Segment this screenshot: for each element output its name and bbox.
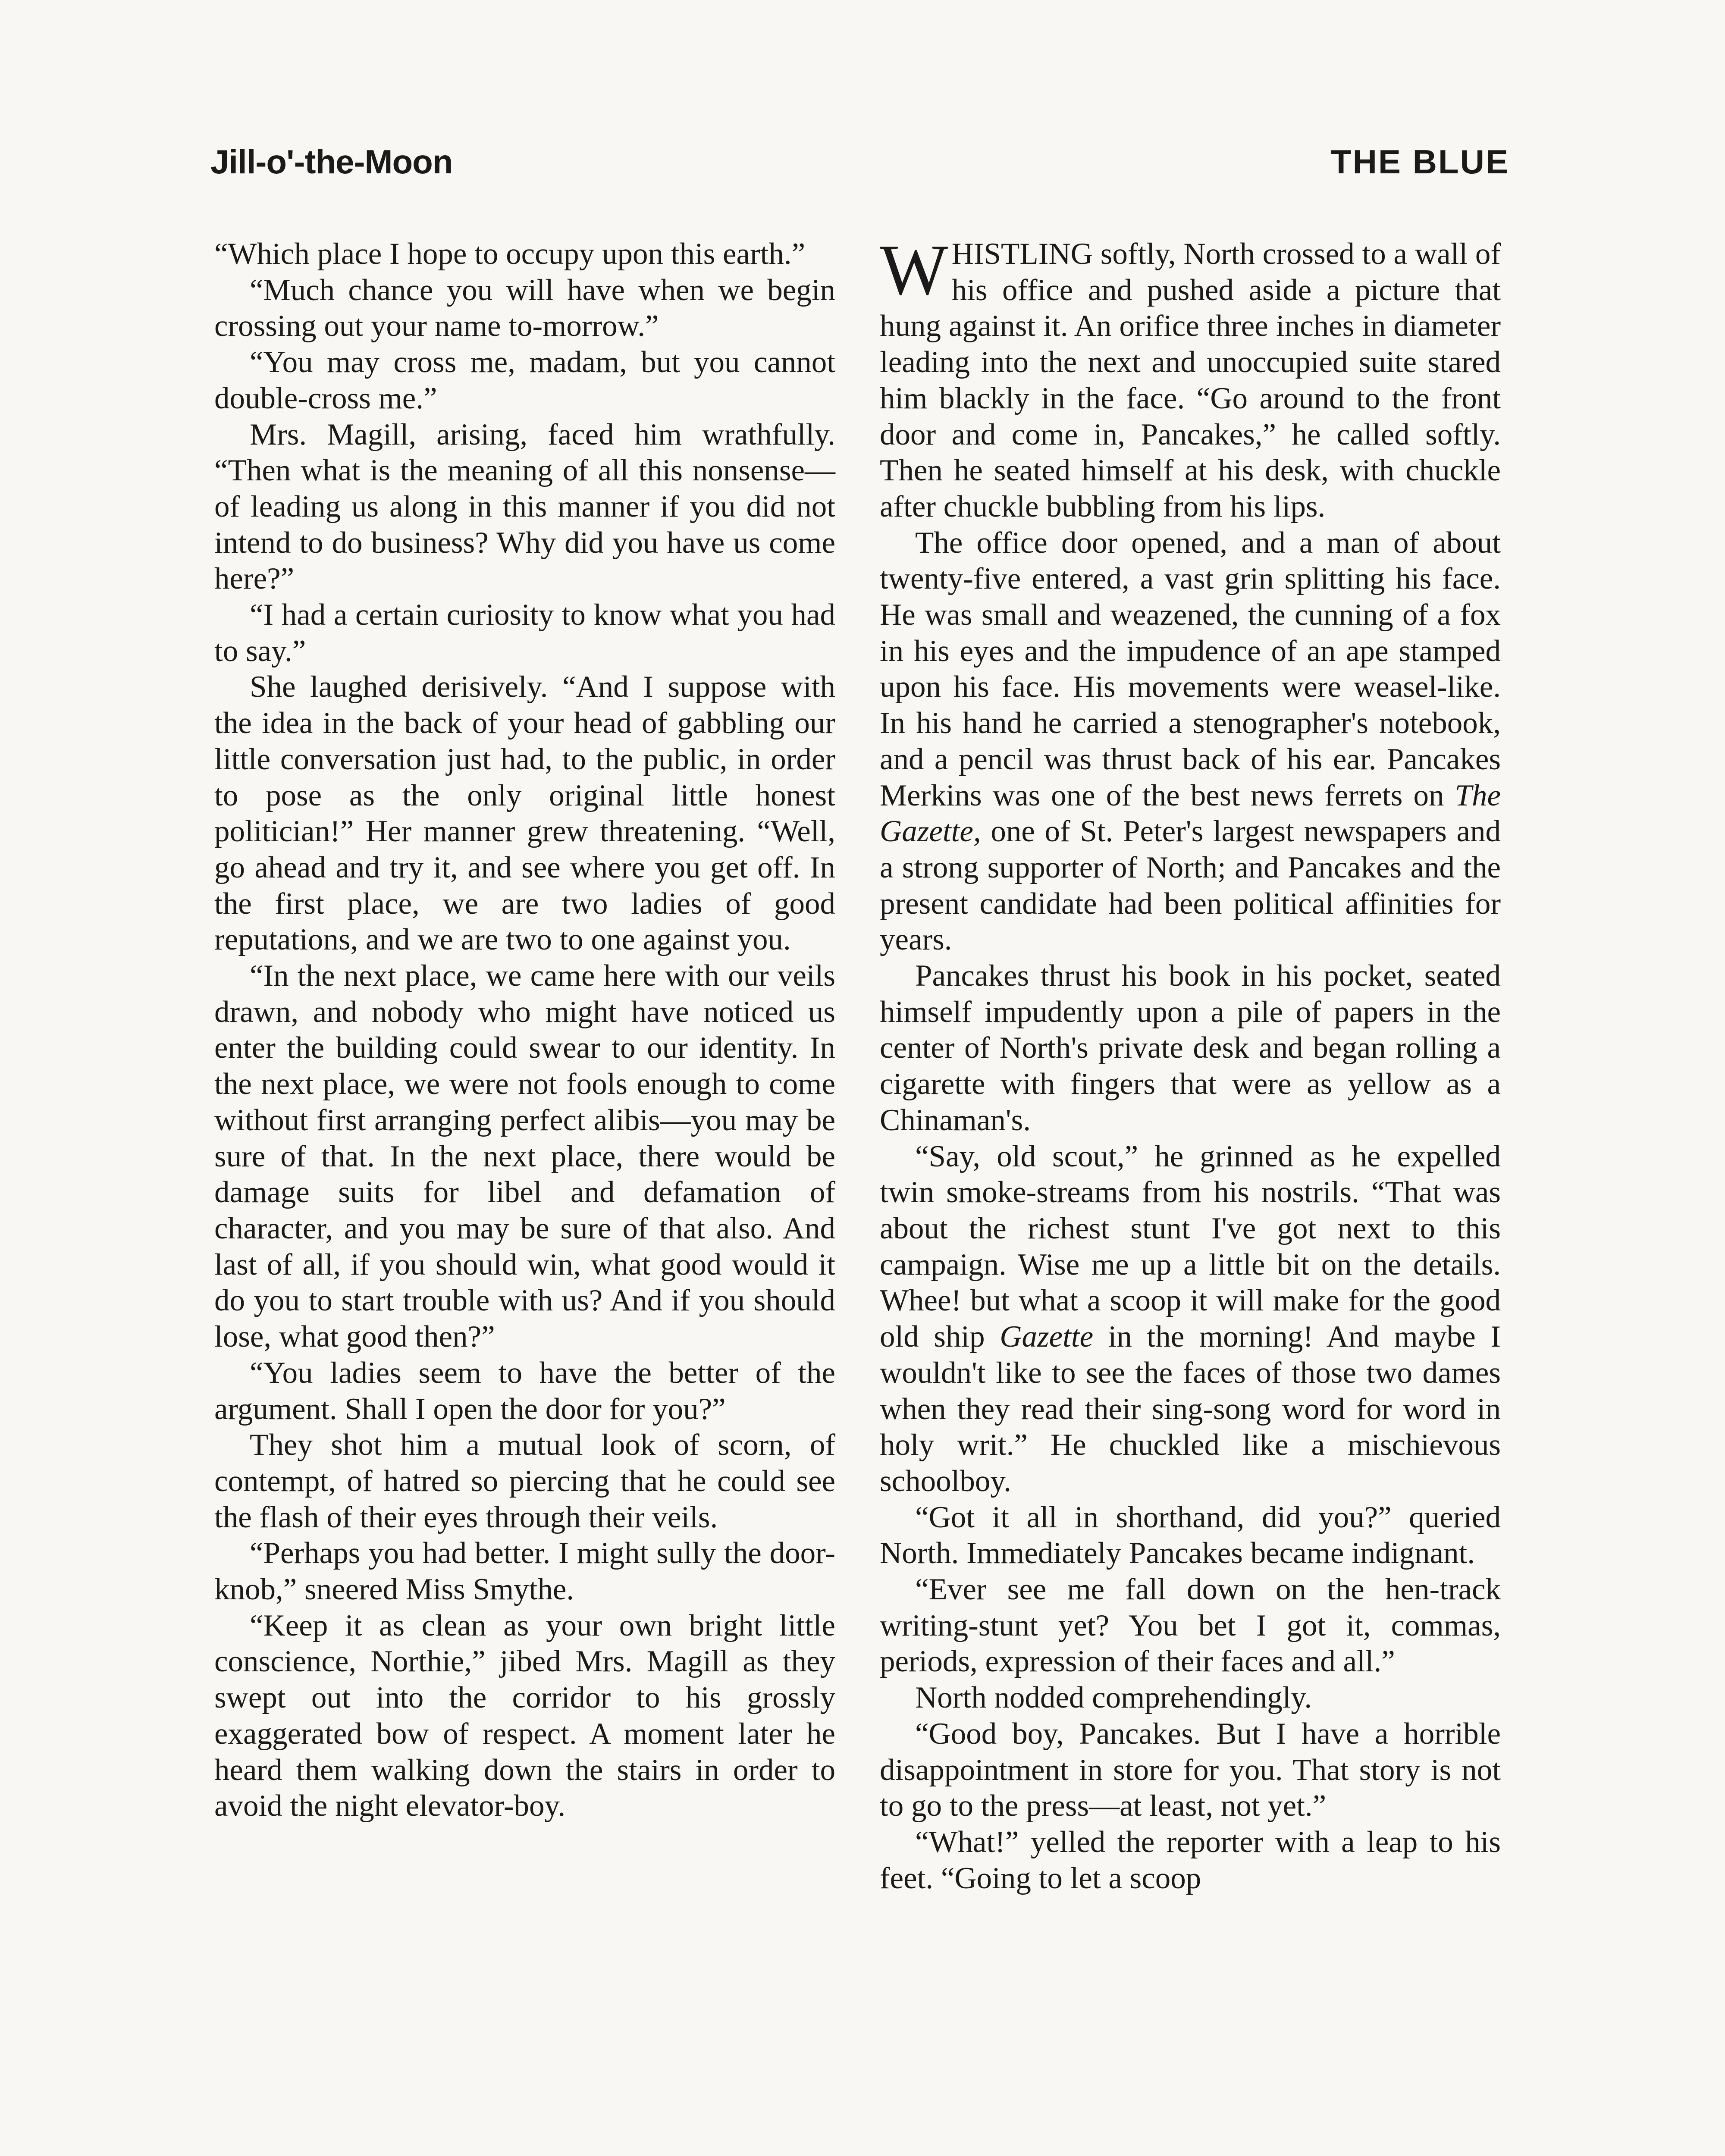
paragraph: “Good boy, Pancakes. But I have a horrible disappointment in store for you. That story is not to go to the press—at least, not yet.” [880,1717,1501,1823]
magazine-title: THE BLUE [1331,143,1509,181]
paragraph: “You may cross me, madam, but you cannot double-cross me.” [214,345,835,415]
paragraph: Pancakes thrust his book in his pocket, seated himself impudently upon a pile of papers in the center of North's private desk and began rolling a cigarette with fingers that were as yellow as a Chinaman's. [880,959,1501,1137]
paragraph-text: one of St. Peter's largest newspapers and a strong supporter of North; and Pancakes and the present candidate had been political affinities for years. [880,815,1501,957]
paragraph: “You ladies seem to have the better of the argument. Shall I open the door for you?” [214,1356,835,1426]
paragraph [880,1139,1501,1500]
right-column [880,230,1501,1896]
paragraph-text: The office door opened, and a man of about twenty-five entered, a vast grin splitting his face. He was small and weazened, the cunning of a fox in his eyes and the impudence of an ape stamped upon his face. His movements were weasel-like. In his hand he carried a stenographer's notebook, and a pencil was thrust back of his ear. Pancakes Merkins was one of the best news ferrets on [880,526,1501,812]
paragraph [880,525,1501,958]
paragraph: They shot him a mutual look of scorn, of contempt, of hatred so piercing that he could see the flash of their eyes through their veils. [214,1428,835,1534]
left-column [214,236,835,1824]
opening-paragraph [880,230,1501,525]
paragraph: “Keep it as clean as your own bright little conscience, Northie,” jibed Mrs. Magill as they swept out into the corridor to his grossly exaggerated bow of respect. A moment later he heard them walking down the stairs in order to avoid the night elevator-boy. [214,1608,835,1823]
paragraph: “I had a certain curiosity to know what you had to say.” [214,598,835,668]
paragraph: “Ever see me fall down on the hen-track writing-stunt yet? You bet I got it, commas, periods, expression of their faces and all.” [880,1573,1501,1679]
newspaper-title: The Gazette, [880,778,1501,849]
newspaper-title: Gazette [1000,1320,1094,1354]
paragraph: North nodded comprehendingly. [915,1681,1312,1715]
story-title: Jill-o'-the-Moon [210,143,453,181]
paragraph: Mrs. Magill, arising, faced him wrathfully. “Then what is the meaning of all this nonsense—of leading us along in this manner if you did not intend to do business? Why did you have us come here?” [214,417,835,596]
paragraph: “Which place I hope to occupy upon this earth.” [214,237,806,271]
paragraph: “Got it all in shorthand, did you?” queried North. Immediately Pancakes became indignant. [880,1500,1501,1570]
paragraph: “In the next place, we came here with our veils drawn, and nobody who might have noticed us enter the building could swear to our identity. In the next place, we were not fools enough to come without first arranging perfect alibis—you may be sure of that. In the next place, there would be damage suits for libel and defamation of character, and you may be sure of that also. And last of all, if you should win, what good would it do you to start trouble with us? And if you should lose, what good then?” [214,959,835,1354]
paragraph-text: in the morning! And maybe I wouldn't like to see the faces of those two dames when they read their sing-song word for word in holy writ.” He chuckled like a mischievous schoolboy. [880,1320,1501,1498]
paragraph-text: “Say, old scout,” he grinned as he expelled twin smoke-streams from his nostrils. “That was about the richest stunt I've got next to this campaign. Wise me up a little bit on the details. Whee! but what a scoop it will make for the good old ship [880,1139,1501,1354]
paragraph: “Much chance you will have when we begin crossing out your name to-morrow.” [214,273,835,343]
paragraph-text: HISTLING softly, North crossed to a wall of his office and pushed aside a picture that hung against it. An orifice three inches in diameter leading into the next and unoccupied suite stared him blackly in the face. “Go around to the front door and come in, Pancakes,” he called softly. Then he seated himself at his desk, with chuckle after chuckle bubbling from his lips. [880,237,1501,523]
drop-cap: W [880,230,948,310]
paragraph: “Perhaps you had better. I might sully the door-knob,” sneered Miss Smythe. [214,1536,835,1607]
paragraph: “What!” yelled the reporter with a leap to his feet. “Going to let a scoop [880,1825,1501,1895]
paragraph: She laughed derisively. “And I suppose with the idea in the back of your head of gabbling our little conversation just had, to the public, in order to pose as the only original little honest politician!” Her manner grew threatening. “Well, go ahead and try it, and see where you get off. In the first place, we are two ladies of good reputations, and we are two to one against you. [214,670,835,957]
